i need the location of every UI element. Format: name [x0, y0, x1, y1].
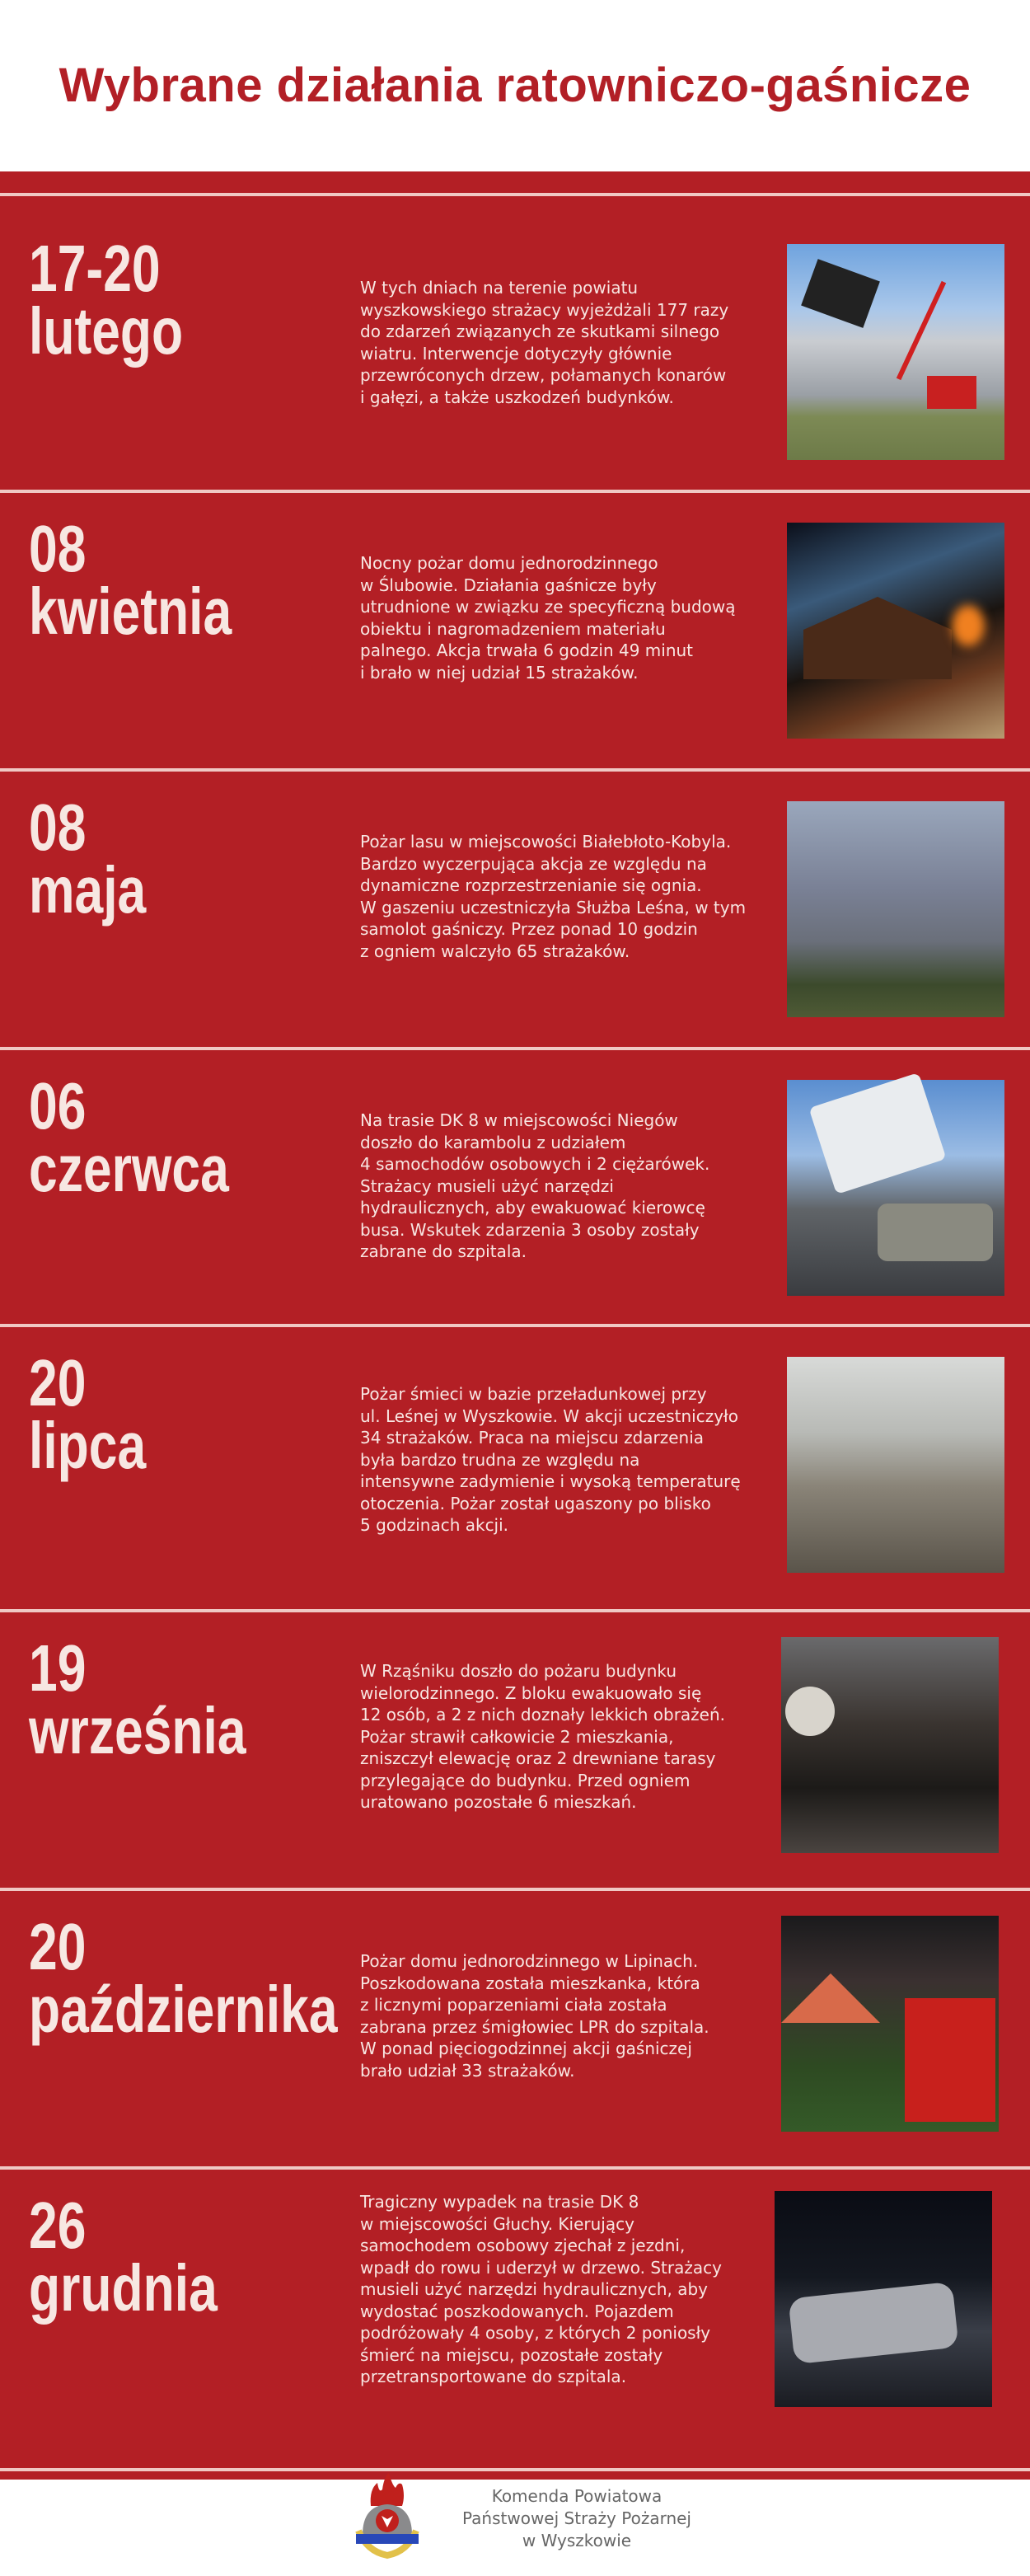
- divider: [0, 1324, 1030, 1327]
- event-date: [29, 232, 184, 368]
- date-day: 08: [29, 512, 87, 585]
- event-date: [29, 1631, 246, 1767]
- event-photo-forest-fire: [787, 801, 1004, 1017]
- event-date: [29, 512, 232, 648]
- divider: [0, 2468, 1030, 2471]
- date-month: maja: [29, 853, 147, 927]
- event-date: [29, 1069, 229, 1205]
- date-month: lipca: [29, 1409, 147, 1482]
- footer-organization: [412, 2485, 742, 2552]
- date-day: 20: [29, 1346, 87, 1419]
- event-photo-car-pileup: [787, 1080, 1004, 1296]
- date-day: 26: [29, 2189, 87, 2262]
- date-day: 17-20: [29, 232, 161, 305]
- event-description: Pożar śmieci w bazie przeładunkowej przy ul. Leśnej w Wyszkowie. W akcji uczestniczyło 34 strażaków. Praca na miejscu zdarzenia była bardzo trudna ze względu na intensywne zadymienie i wysoką temperaturę otoczenia. Pożar został ugaszony po blisko 5 godzinach akcji.: [360, 1384, 741, 1535]
- date-month: grudnia: [29, 2251, 218, 2325]
- event-date: [29, 1346, 147, 1482]
- divider: [0, 2166, 1030, 2170]
- footer-line: Komenda Powiatowa: [491, 2486, 662, 2506]
- date-month: września: [29, 1694, 246, 1767]
- event-description: Tragiczny wypadek na trasie DK 8 w miejscowości Głuchy. Kierujący samochodem osobowy zjechał z jezdni, wpadł do rowu i uderzył w drzewo. Strażacy musieli użyć narzędzi hydraulicznych, aby wydostać poszkodowanych. Pojazdem podróżowały 4 osoby, z których 2 poniosły śmierć na miejscu, pozostałe zostały przetransportowane do szpitala.: [360, 2192, 722, 2386]
- date-month: czerwca: [29, 1132, 229, 1205]
- event-date: [29, 791, 147, 927]
- divider: [0, 1047, 1030, 1050]
- event-description: Na trasie DK 8 w miejscowości Niegów doszło do karambolu z udziałem 4 samochodów osobowych i 2 ciężarówek. Strażacy musieli użyć narzędzi hydraulicznych, aby ewakuować kierowcę busa. Wskutek zdarzenia 3 osoby zostały zabrane do szpitala.: [360, 1110, 710, 1261]
- event-description: Nocny pożar domu jednorodzinnego w Ślubowie. Działania gaśnicze były utrudnione w związku ze specyficzną budową obiektu i nagromadzeniem materiału palnego. Akcja trwała 6 godzin 49 minut i brało w niej udział 15 strażaków.: [360, 553, 736, 683]
- event-photo-apartment-fire: [781, 1637, 999, 1853]
- divider: [0, 193, 1030, 196]
- event-photo-waste-fire: [787, 1357, 1004, 1573]
- date-day: 08: [29, 791, 87, 864]
- date-month: lutego: [29, 294, 184, 368]
- date-month: kwietnia: [29, 575, 232, 648]
- event-date: [29, 2189, 218, 2325]
- fire-service-logo: [354, 2473, 420, 2564]
- event-photo-house-fire: [787, 523, 1004, 739]
- date-month: października: [29, 1973, 338, 2046]
- footer-line: Państwowej Straży Pożarnej: [462, 2508, 691, 2528]
- event-photo-house-fire-night: [781, 1916, 999, 2132]
- event-date: [29, 1910, 338, 2046]
- page-title: Wybrane działania ratowniczo-gaśnicze: [59, 59, 971, 112]
- divider: [0, 1888, 1030, 1891]
- event-photo-storm-damage: [787, 244, 1004, 460]
- date-day: 06: [29, 1069, 87, 1143]
- divider: [0, 768, 1030, 772]
- divider: [0, 490, 1030, 493]
- event-description: Pożar lasu w miejscowości Białebłoto-Kobyla. Bardzo wyczerpująca akcja ze względu na dynamiczne rozprzestrzenianie się ognia. W gaszeniu uczestniczyła Służba Leśna, w tym samolot gaśniczy. Przez ponad 10 godzin z ogniem walczyło 65 strażaków.: [360, 832, 747, 961]
- footer-line: w Wyszkowie: [522, 2531, 632, 2550]
- date-day: 19: [29, 1631, 87, 1705]
- date-day: 20: [29, 1910, 87, 1983]
- event-description: Pożar domu jednorodzinnego w Lipinach. Poszkodowana została mieszkanka, która z licznymi poparzeniami ciała została zabrana przez śmigłowiec LPR do szpitala. W ponad pięciogodzinnej akcji gaśniczej brało udział 33 strażaków.: [360, 1951, 709, 2081]
- event-photo-car-crash: [775, 2191, 992, 2407]
- event-description: W tych dniach na terenie powiatu wyszkowskiego strażacy wyjeżdżali 177 razy do zdarzeń związanych ze skutkami silnego wiatru. Interwencje dotyczyły głównie przewróconych drzew, połamanych konarów i gałęzi, a także uszkodzeń budynków.: [360, 278, 729, 407]
- divider: [0, 1609, 1030, 1612]
- event-description: W Rząśniku doszło do pożaru budynku wielorodzinnego. Z bloku ewakuowało się 12 osób, a 2 z nich doznały lekkich obrażeń. Pożar strawił całkowicie 2 mieszkania, zniszczył elewację oraz 2 drewniane tarasy przylegające do budynku. Przed ogniem uratowano pozostałe 6 mieszkań.: [360, 1661, 726, 1812]
